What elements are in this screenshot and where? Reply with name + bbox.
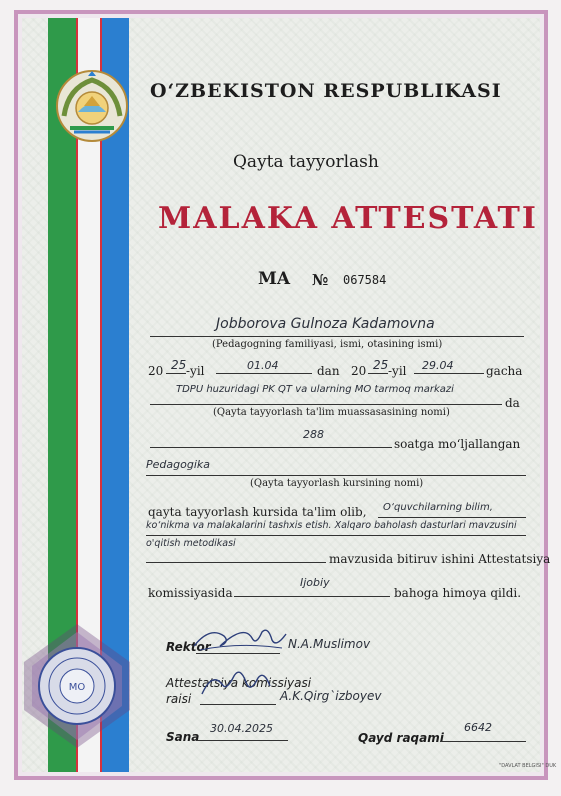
holder-name: Jobborova Gulnoza Kadamovna (216, 316, 435, 332)
course-name: Pedagogika (146, 458, 210, 471)
rector-label: Rektor (166, 640, 211, 654)
certificate-number: 067584 (343, 273, 387, 287)
rector-name: N.A.Muslimov (288, 637, 371, 651)
dan-label: dan (317, 364, 340, 378)
hours-text: soatga mo‘ljallangan (394, 437, 521, 451)
end-date: 29.04 (422, 359, 454, 372)
thesis-lead: qayta tayyorlash kursida ta'lim olib, (148, 505, 367, 519)
seal-center-text: MO (68, 682, 86, 693)
country-title: O‘ZBEKISTON RESPUBLIKASI (150, 80, 502, 102)
certificate-title: MALAKA ATTESTATI (158, 201, 538, 236)
commission-label-2: raisi (166, 692, 192, 706)
course-caption: (Qayta tayyorlash kursining nomi) (250, 478, 424, 489)
date-value: 30.04.2025 (210, 722, 273, 735)
holder-name-caption: (Pedagogning familiyasi, ismi, otasining ismi) (212, 339, 443, 350)
hours-value: 288 (303, 428, 324, 441)
commission-signature-icon (196, 664, 276, 704)
certificate-series: MA (258, 269, 291, 289)
institution-caption: (Qayta tayyorlash ta'lim muassasasining nomi) (213, 407, 450, 418)
gacha-label: gacha (486, 364, 523, 378)
commission-label-1: Attestatsiya komissiyasi (166, 676, 312, 690)
grade-lead: komissiyasida (148, 586, 233, 600)
start-year: 25 (171, 358, 187, 372)
holder-name-line (150, 336, 524, 337)
registration-label: Qayd raqami (358, 731, 444, 745)
commission-name: A.K.Qirg`izboyev (280, 689, 382, 703)
grade-tail: bahoga himoya qildi. (394, 586, 522, 600)
program-subtitle: Qayta tayyorlash (233, 152, 379, 172)
year-word-2: -yil (388, 364, 407, 378)
grade-value: Ijobiy (300, 576, 330, 589)
thesis-topic-2: ko‘nikma va malakalarini tashxis etish. Xalqaro baholash dasturlari mavzusini (146, 520, 517, 531)
start-year-prefix: 20 (148, 364, 164, 378)
number-sign: № (312, 271, 329, 289)
end-year-prefix: 20 (351, 364, 367, 378)
end-year: 25 (373, 358, 389, 372)
institution-name: TDPU huzuridagi PK QT va ularning MO tarmoq markazi (176, 384, 454, 395)
registration-value: 6642 (464, 721, 492, 734)
institution-suffix: da (505, 396, 520, 410)
printer-mark: "DAVLAT BELGISI" DUK (499, 763, 557, 769)
thesis-tail: mavzusida bitiruv ishini Attestatsiya (329, 552, 551, 566)
date-label: Sana (166, 730, 200, 744)
official-seal-icon (22, 622, 132, 750)
rector-signature-icon (190, 622, 290, 656)
thesis-topic-3: o'qitish metodikasi (146, 538, 236, 549)
start-date: 01.04 (247, 359, 279, 372)
year-word-1: -yil (186, 364, 205, 378)
state-emblem-icon (54, 68, 130, 144)
thesis-topic-1: O‘quvchilarning bilim, (383, 502, 493, 513)
